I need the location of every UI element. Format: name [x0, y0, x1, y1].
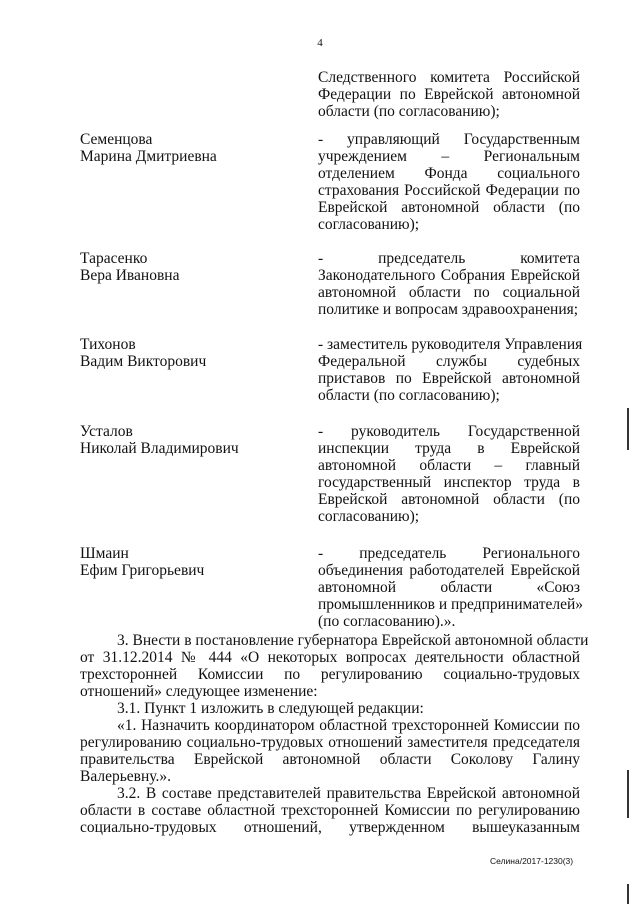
text-line: объединения работодателей Еврейской [318, 562, 580, 579]
member-position [318, 336, 583, 404]
text-line: 3.1. Пункт 1 изложить в следующей редакции: [117, 700, 424, 717]
text-line: «1. Назначить координатором областной трехсторонней Комиссии по [117, 717, 580, 734]
text-line: 3. Внести в постановление губернатора Еврейской автономной области [117, 632, 589, 649]
paragraph-3 [80, 632, 589, 700]
text-line: - руководитель Государственной [318, 423, 580, 440]
text-line: Валерьевну.». [80, 768, 171, 785]
member-position [318, 545, 584, 630]
text-line: области в составе областной трехсторонней Комиссии по регулированию [80, 802, 580, 819]
text-line: автономной области «Союз [318, 579, 580, 596]
member-name [80, 250, 280, 284]
text-line: отделением Фонда социального [318, 165, 580, 182]
paragraph-3-1 [80, 700, 580, 717]
text-line: инспекции труда в Еврейской [318, 440, 580, 457]
text-line: согласованию); [318, 216, 420, 233]
text-line: страхования Российской Федерации по [318, 182, 580, 199]
text-line: политике и вопросам здравоохранения; [318, 301, 579, 318]
member-given-name: Николай Владимирович [80, 440, 239, 457]
continuation-text [318, 69, 580, 120]
text-line: области (по согласованию); [318, 387, 500, 404]
text-line: Следственного комитета Российской [318, 69, 580, 86]
text-line: от 31.12.2014 № 444 «О некоторых вопросах деятельности областной [80, 649, 580, 666]
text-line: государственный инспектор труда в [318, 474, 580, 491]
member-name [80, 423, 280, 457]
text-line: промышленников и предпринимателей» [318, 596, 584, 613]
member-surname: Семенцова [80, 131, 153, 148]
text-line: - председатель Регионального [318, 545, 580, 562]
member-given-name: Ефим Григорьевич [80, 562, 205, 579]
member-position [318, 250, 580, 318]
text-line: Федеральной службы судебных [318, 353, 580, 370]
text-line: Еврейской автономной области (по [318, 491, 580, 508]
text-line: Еврейской автономной области (по [318, 199, 580, 216]
text-line: 3.2. В составе представителей правительства Еврейской автономной [117, 785, 580, 802]
footer-code: Селина/2017-1230(3) [490, 856, 574, 866]
text-line: - заместитель руководителя Управления [318, 336, 583, 353]
text-line: учреждением – Региональным [318, 148, 580, 165]
text-line: отношений» следующее изменение: [80, 683, 318, 700]
scan-mark [627, 770, 629, 818]
member-surname: Тарасенко [80, 250, 148, 267]
scan-mark [627, 884, 629, 904]
text-line: трехсторонней Комиссии по регулированию социально-трудовых [80, 666, 580, 683]
member-surname: Шмаин [80, 545, 129, 562]
paragraph-quote [80, 717, 580, 785]
text-line: социально-трудовых отношений, утвержденном вышеуказанным [80, 819, 580, 836]
member-given-name: Вера Ивановна [80, 267, 180, 284]
text-line: Федерации по Еврейской автономной [318, 86, 580, 103]
member-position [318, 131, 580, 233]
text-line: области (по согласованию); [318, 103, 500, 120]
member-surname: Тихонов [80, 336, 136, 353]
scan-mark [627, 408, 629, 450]
paragraph-3-2 [80, 785, 580, 836]
text-line: приставов по Еврейской автономной [318, 370, 580, 387]
text-line: правительства Еврейской автономной области Соколову Галину [80, 751, 580, 768]
member-given-name: Марина Дмитриевна [80, 148, 217, 165]
text-line: автономной области по социальной [318, 284, 580, 301]
text-line: регулированию социально-трудовых отношений заместителя председателя [80, 734, 580, 751]
member-name [80, 131, 280, 165]
page-number: 4 [317, 37, 323, 49]
text-line: - управляющий Государственным [318, 131, 580, 148]
text-line: (по согласованию).». [318, 613, 456, 630]
member-position [318, 423, 580, 525]
text-line: - председатель комитета [318, 250, 580, 267]
member-name [80, 336, 280, 370]
text-line: согласованию); [318, 508, 420, 525]
text-line: Законодательного Собрания Еврейской [318, 267, 580, 284]
member-name [80, 545, 280, 579]
member-surname: Усталов [80, 423, 133, 440]
text-line: автономной области – главный [318, 457, 580, 474]
member-given-name: Вадим Викторович [80, 353, 207, 370]
